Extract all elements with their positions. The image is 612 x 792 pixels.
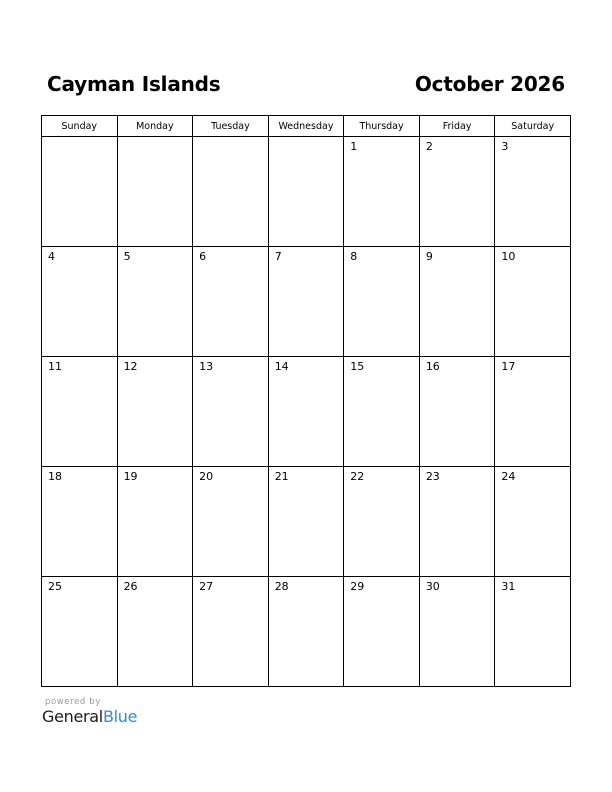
weekday-header: Monday [117,116,193,137]
day-cell [193,137,269,247]
day-number: 29 [350,580,365,593]
day-number: 28 [274,580,289,593]
day-number: 30 [425,580,440,593]
weekday-header: Friday [419,116,495,137]
day-number: 26 [123,580,138,593]
day-cell [193,357,269,467]
day-number: 4 [48,250,55,263]
day-cell [419,577,495,687]
day-cell [193,467,269,577]
day-number: 14 [274,360,289,373]
day-cell [42,247,118,357]
day-cell [42,357,118,467]
day-number [118,137,193,140]
day-cell [419,467,495,577]
day-number: 7 [274,250,282,263]
day-cell [495,357,571,467]
day-cell [193,577,269,687]
day-cell [117,357,193,467]
day-cell [344,577,420,687]
day-number: 31 [501,580,516,593]
day-number: 23 [425,470,440,483]
calendar-grid [41,115,571,687]
day-number: 27 [199,580,214,593]
day-number [193,137,268,140]
day-number: 25 [48,580,62,593]
day-cell [117,577,193,687]
day-number: 11 [48,360,62,373]
day-cell [419,357,495,467]
day-number: 22 [350,470,365,483]
day-cell [42,137,118,247]
day-number: 18 [48,470,62,483]
weekday-header: Wednesday [268,116,344,137]
day-cell [495,247,571,357]
day-cell [268,467,344,577]
day-number: 2 [425,140,433,153]
day-cell [495,577,571,687]
day-cell [344,247,420,357]
day-cell [495,467,571,577]
day-number: 20 [199,470,214,483]
day-cell [419,137,495,247]
day-number: 10 [501,250,516,263]
week-row [42,467,571,577]
day-cell [42,577,118,687]
day-number: 6 [199,250,207,263]
week-row [42,577,571,687]
day-cell [117,247,193,357]
day-number: 1 [350,140,358,153]
day-number: 16 [425,360,440,373]
week-row [42,247,571,357]
day-number: 12 [123,360,138,373]
day-number: 17 [501,360,516,373]
generalblue-logo[interactable] [42,707,137,727]
weekday-header: Tuesday [193,116,269,137]
day-number [42,137,117,140]
day-number: 5 [123,250,131,263]
calendar-country-title: Cayman Islands [47,72,221,96]
day-cell [268,577,344,687]
day-cell [117,137,193,247]
day-cell [344,467,420,577]
weekday-header: Sunday [42,116,118,137]
day-number: 13 [199,360,214,373]
day-cell [344,357,420,467]
day-cell [268,357,344,467]
day-cell [419,247,495,357]
footer-branding [42,697,137,727]
day-number: 24 [501,470,516,483]
day-cell [42,467,118,577]
day-number [269,137,344,140]
day-number: 9 [425,250,433,263]
brand-name-general: General [42,707,103,726]
day-cell [117,467,193,577]
day-cell [268,137,344,247]
weekday-header: Saturday [495,116,571,137]
day-cell [344,137,420,247]
day-cell [193,247,269,357]
week-row [42,137,571,247]
week-row [42,357,571,467]
weekday-header: Thursday [344,116,420,137]
powered-by-text: powered by [45,697,101,707]
day-number: 3 [501,140,509,153]
day-number: 15 [350,360,365,373]
brand-name-blue: Blue [102,707,138,726]
day-number: 19 [123,470,138,483]
weekday-header-row [42,116,571,137]
day-number: 8 [350,250,358,263]
calendar-month-title: October 2026 [414,72,565,96]
day-number: 21 [274,470,289,483]
day-cell [268,247,344,357]
day-cell [495,137,571,247]
